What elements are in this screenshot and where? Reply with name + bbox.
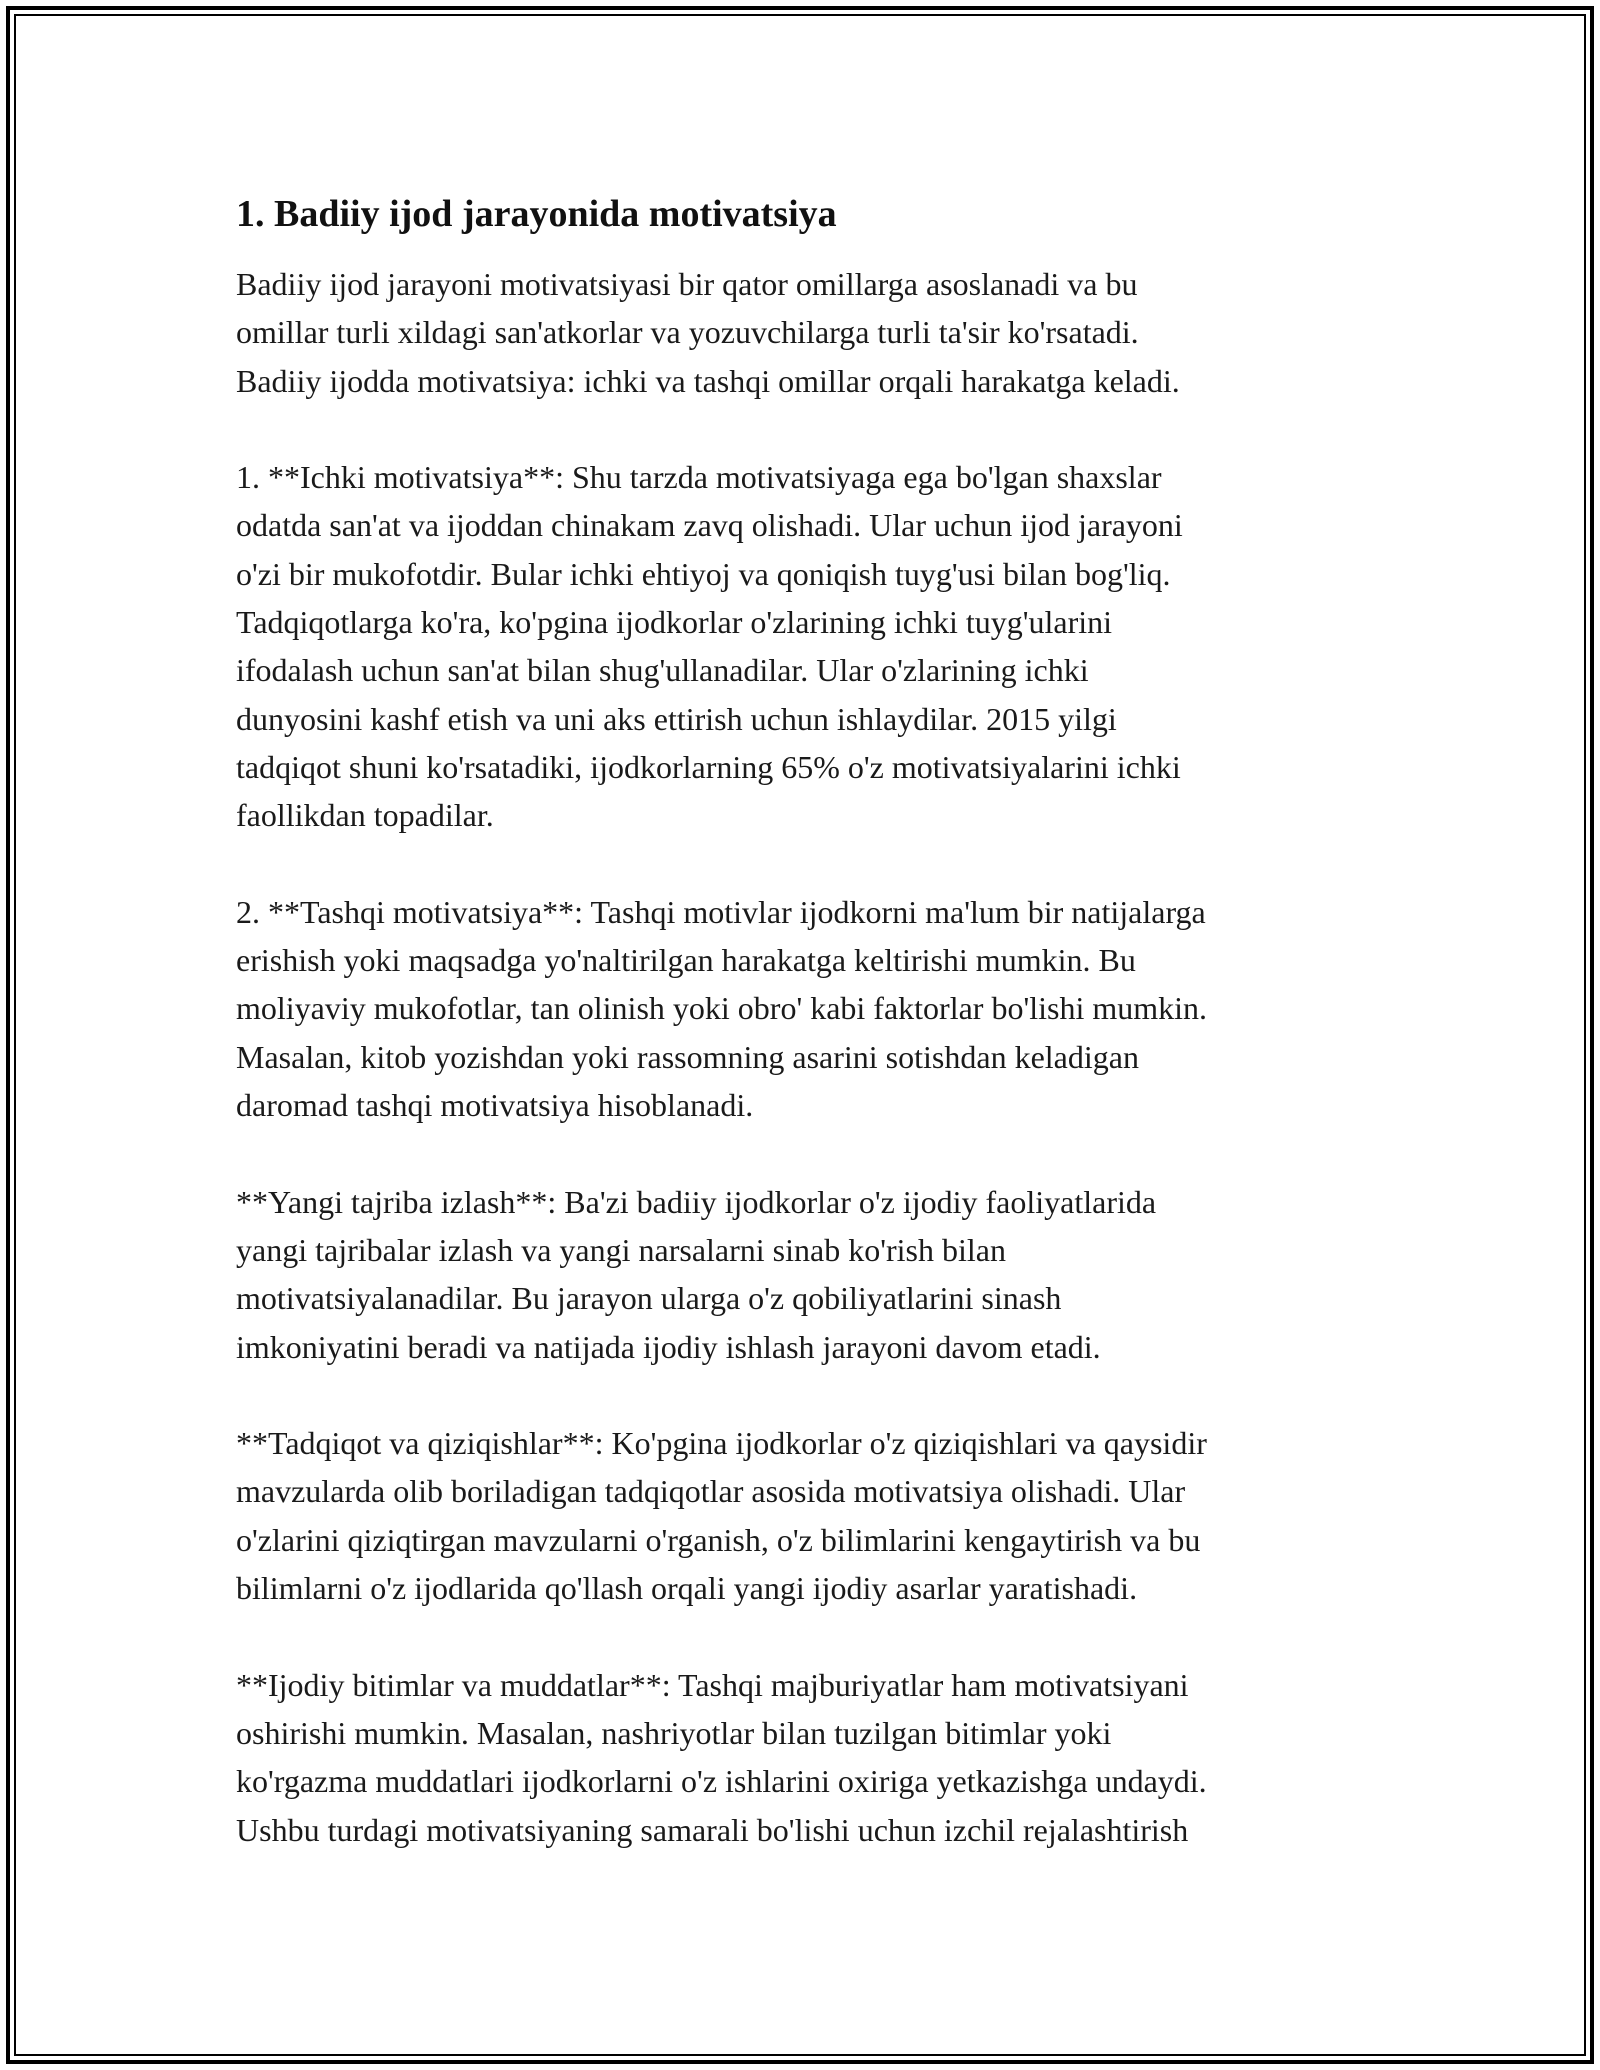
paragraph-new-experience: **Yangi tajriba izlash**: Ba'zi badiiy ijodkorlar o'z ijodiy faoliyatlarida yangi tajribalar izlash va yangi narsalarni sinab ko'rish bilan motivatsiyalanadilar. Bu jarayon ularga o'z qobiliyatlarini sinash imkoniyatini beradi va natijada ijodiy ishlash jarayoni davom etadi. (236, 1183, 1157, 1365)
paragraph-research-interests: **Tadqiqot va qiziqishlar**: Ko'pgina ijodkorlar o'z qiziqishlari va qaysidir mavzularda olib boriladigan tadqiqotlar asosida motivatsiya olishadi. Ular o'zlarini qiziqtirgan mavzularni o'rganish, o'z bilimlarini kengaytirish va bu bilimlarni o'z ijodlarida qo'llash orqali yangi ijodiy asarlar yaratishadi. (236, 1425, 1207, 1607)
paragraph-creative-deadlines: **Ijodiy bitimlar va muddatlar**: Tashqi majburiyatlar ham motivatsiyani oshirishi mumkin. Masalan, nashriyotlar bilan tuzilgan bitimlar yoki ko'rgazma muddatlari ijodkorlarni o'z ishlarini oxiriga yetkazishga undaydi. Ushbu turdagi motivatsiyaning samarali bo'lishi uchun izchil rejalashtirish (236, 1666, 1207, 1848)
document-body (236, 186, 1376, 1902)
paragraph-internal-motivation: 1. **Ichki motivatsiya**: Shu tarzda motivatsiyaga ega bo'lgan shaxslar odatda san'at va ijoddan chinakam zavq olishadi. Ular uchun ijod jarayoni o'zi bir mukofotdir. Bular ichki ehtiyoj va qoniqish tuyg'usi bilan bog'liq. Tadqiqotlarga ko'ra, ko'pgina ijodkorlar o'zlarining ichki tuyg'ularini ifodalash uchun san'at bilan shug'ullanadilar. Ular o'zlarining ichki dunyosini kashf etish va uni aks ettirish uchun ishlaydilar. 2015 yilgi tadqiqot shuni ko'rsatadiki, ijodkorlarning 65% o'z motivatsiyalarini ichki faollikdan topadilar. (236, 459, 1183, 834)
paragraph-intro: Badiiy ijod jarayoni motivatsiyasi bir qator omillarga asoslanadi va bu omillar turli xildagi san'atkorlar va yozuvchilarga turli ta'sir ko'rsatadi. Badiiy ijodda motivatsiya: ichki va tashqi omillar orqali harakatga keladi. (236, 266, 1180, 399)
document-title: 1. Badiiy ijod jarayonida motivatsiya (236, 193, 837, 235)
paragraph-external-motivation: 2. **Tashqi motivatsiya**: Tashqi motivlar ijodkorni ma'lum bir natijalarga erishish yoki maqsadga yo'naltirilgan harakatga keltirishi mumkin. Bu moliyaviy mukofotlar, tan olinish yoki obro' kabi faktorlar bo'lishi mumkin. Masalan, kitob yozishdan yoki rassomning asarini sotishdan keladigan daromad tashqi motivatsiya hisoblanadi. (236, 893, 1208, 1124)
